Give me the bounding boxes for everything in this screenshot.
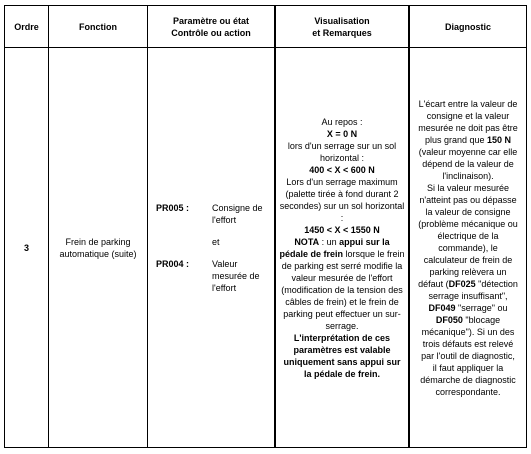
param2-label: Valeur mesurée de l'effort bbox=[212, 258, 260, 293]
table-row bbox=[5, 48, 527, 448]
visu-serrage1: lors d'un serrage sur un sol horizontal : bbox=[287, 140, 397, 163]
header-fonction: Fonction bbox=[49, 6, 148, 48]
diag-df050-txt: "blocage mécanique"). Si un des trois défauts est relevé par l'outil de diagnostic, il faut appliquer la démarche de diagnostic correspondante. bbox=[420, 314, 516, 397]
cell-ordre: 3 bbox=[5, 48, 49, 448]
diag-df049: DF049 bbox=[428, 302, 456, 313]
nota-colon: : un bbox=[319, 236, 340, 247]
diag-p1-b: 150 N bbox=[487, 134, 512, 145]
nota-bold: appui sur la pédale de frein bbox=[279, 236, 390, 259]
header-parametre-line1: Paramètre ou état bbox=[172, 15, 250, 26]
diag-p2 bbox=[418, 182, 518, 398]
header-parametre bbox=[148, 6, 276, 48]
visu-interpretation: L'interprétation de ces paramètres est valable uniquement sans appui sur la pédale de frein. bbox=[283, 332, 401, 379]
header-ordre: Ordre bbox=[5, 6, 49, 48]
header-parametre-line2: Contrôle ou action bbox=[171, 27, 251, 38]
diag-p1-c: (valeur moyenne car elle dépend de la valeur de l'inclinaison). bbox=[418, 146, 518, 181]
diag-p1-a: L'écart entre la valeur de consigne et la valeur mesurée ne doit pas être plus grand que bbox=[418, 98, 518, 145]
nota-label: NOTA bbox=[294, 236, 320, 247]
visu-repos: Au repos : bbox=[321, 116, 363, 127]
header-visualisation bbox=[275, 6, 409, 48]
header-row bbox=[5, 6, 527, 48]
cell-parametre bbox=[148, 48, 276, 448]
diag-p2-a: Si la valeur mesurée n'atteint pas ou dépasse la valeur de consigne (problème mécanique ou électrique de la commande), le calculateur de frein de parking relèvera un défaut ( bbox=[418, 182, 518, 289]
diag-p1 bbox=[418, 98, 518, 182]
diag-df025-txt: "détection serrage insuffisant", bbox=[428, 278, 518, 301]
visu-nota bbox=[279, 236, 405, 332]
param-list bbox=[148, 202, 274, 294]
nota-text: lorsque le frein de parking est serré modifie la valeur mesurée de l'effort (modification de la tension des câbles de frein) et le frein de parking peut effectuer un sur-serrage. bbox=[281, 248, 405, 331]
header-visu-line2: et Remarques bbox=[312, 27, 372, 38]
visu-range2: 1450 < X < 1550 N bbox=[304, 224, 380, 235]
diagnostic-table bbox=[4, 5, 527, 448]
visu-serrage2: Lors d'un serrage maximum (palette tirée à fond durant 2 secondes) sur un sol horizontal : bbox=[279, 176, 405, 223]
cell-visualisation bbox=[275, 48, 409, 448]
visu-range1: 400 < X < 600 N bbox=[309, 164, 375, 175]
diag-df049-txt: "serrage" ou bbox=[455, 302, 508, 313]
param-et: et bbox=[212, 236, 220, 247]
diag-df050: DF050 bbox=[435, 314, 463, 325]
param1-label: Consigne de l'effort bbox=[212, 202, 263, 225]
header-diagnostic: Diagnostic bbox=[409, 6, 527, 48]
param2-code: PR004 : bbox=[156, 258, 190, 269]
param1-code: PR005 : bbox=[156, 202, 190, 213]
header-visu-line1: Visualisation bbox=[314, 15, 370, 26]
cell-fonction: Frein de parking automatique (suite) bbox=[49, 48, 148, 448]
diag-df025: DF025 bbox=[448, 278, 476, 289]
visu-x0: X = 0 N bbox=[326, 128, 358, 139]
cell-diagnostic bbox=[409, 48, 527, 448]
